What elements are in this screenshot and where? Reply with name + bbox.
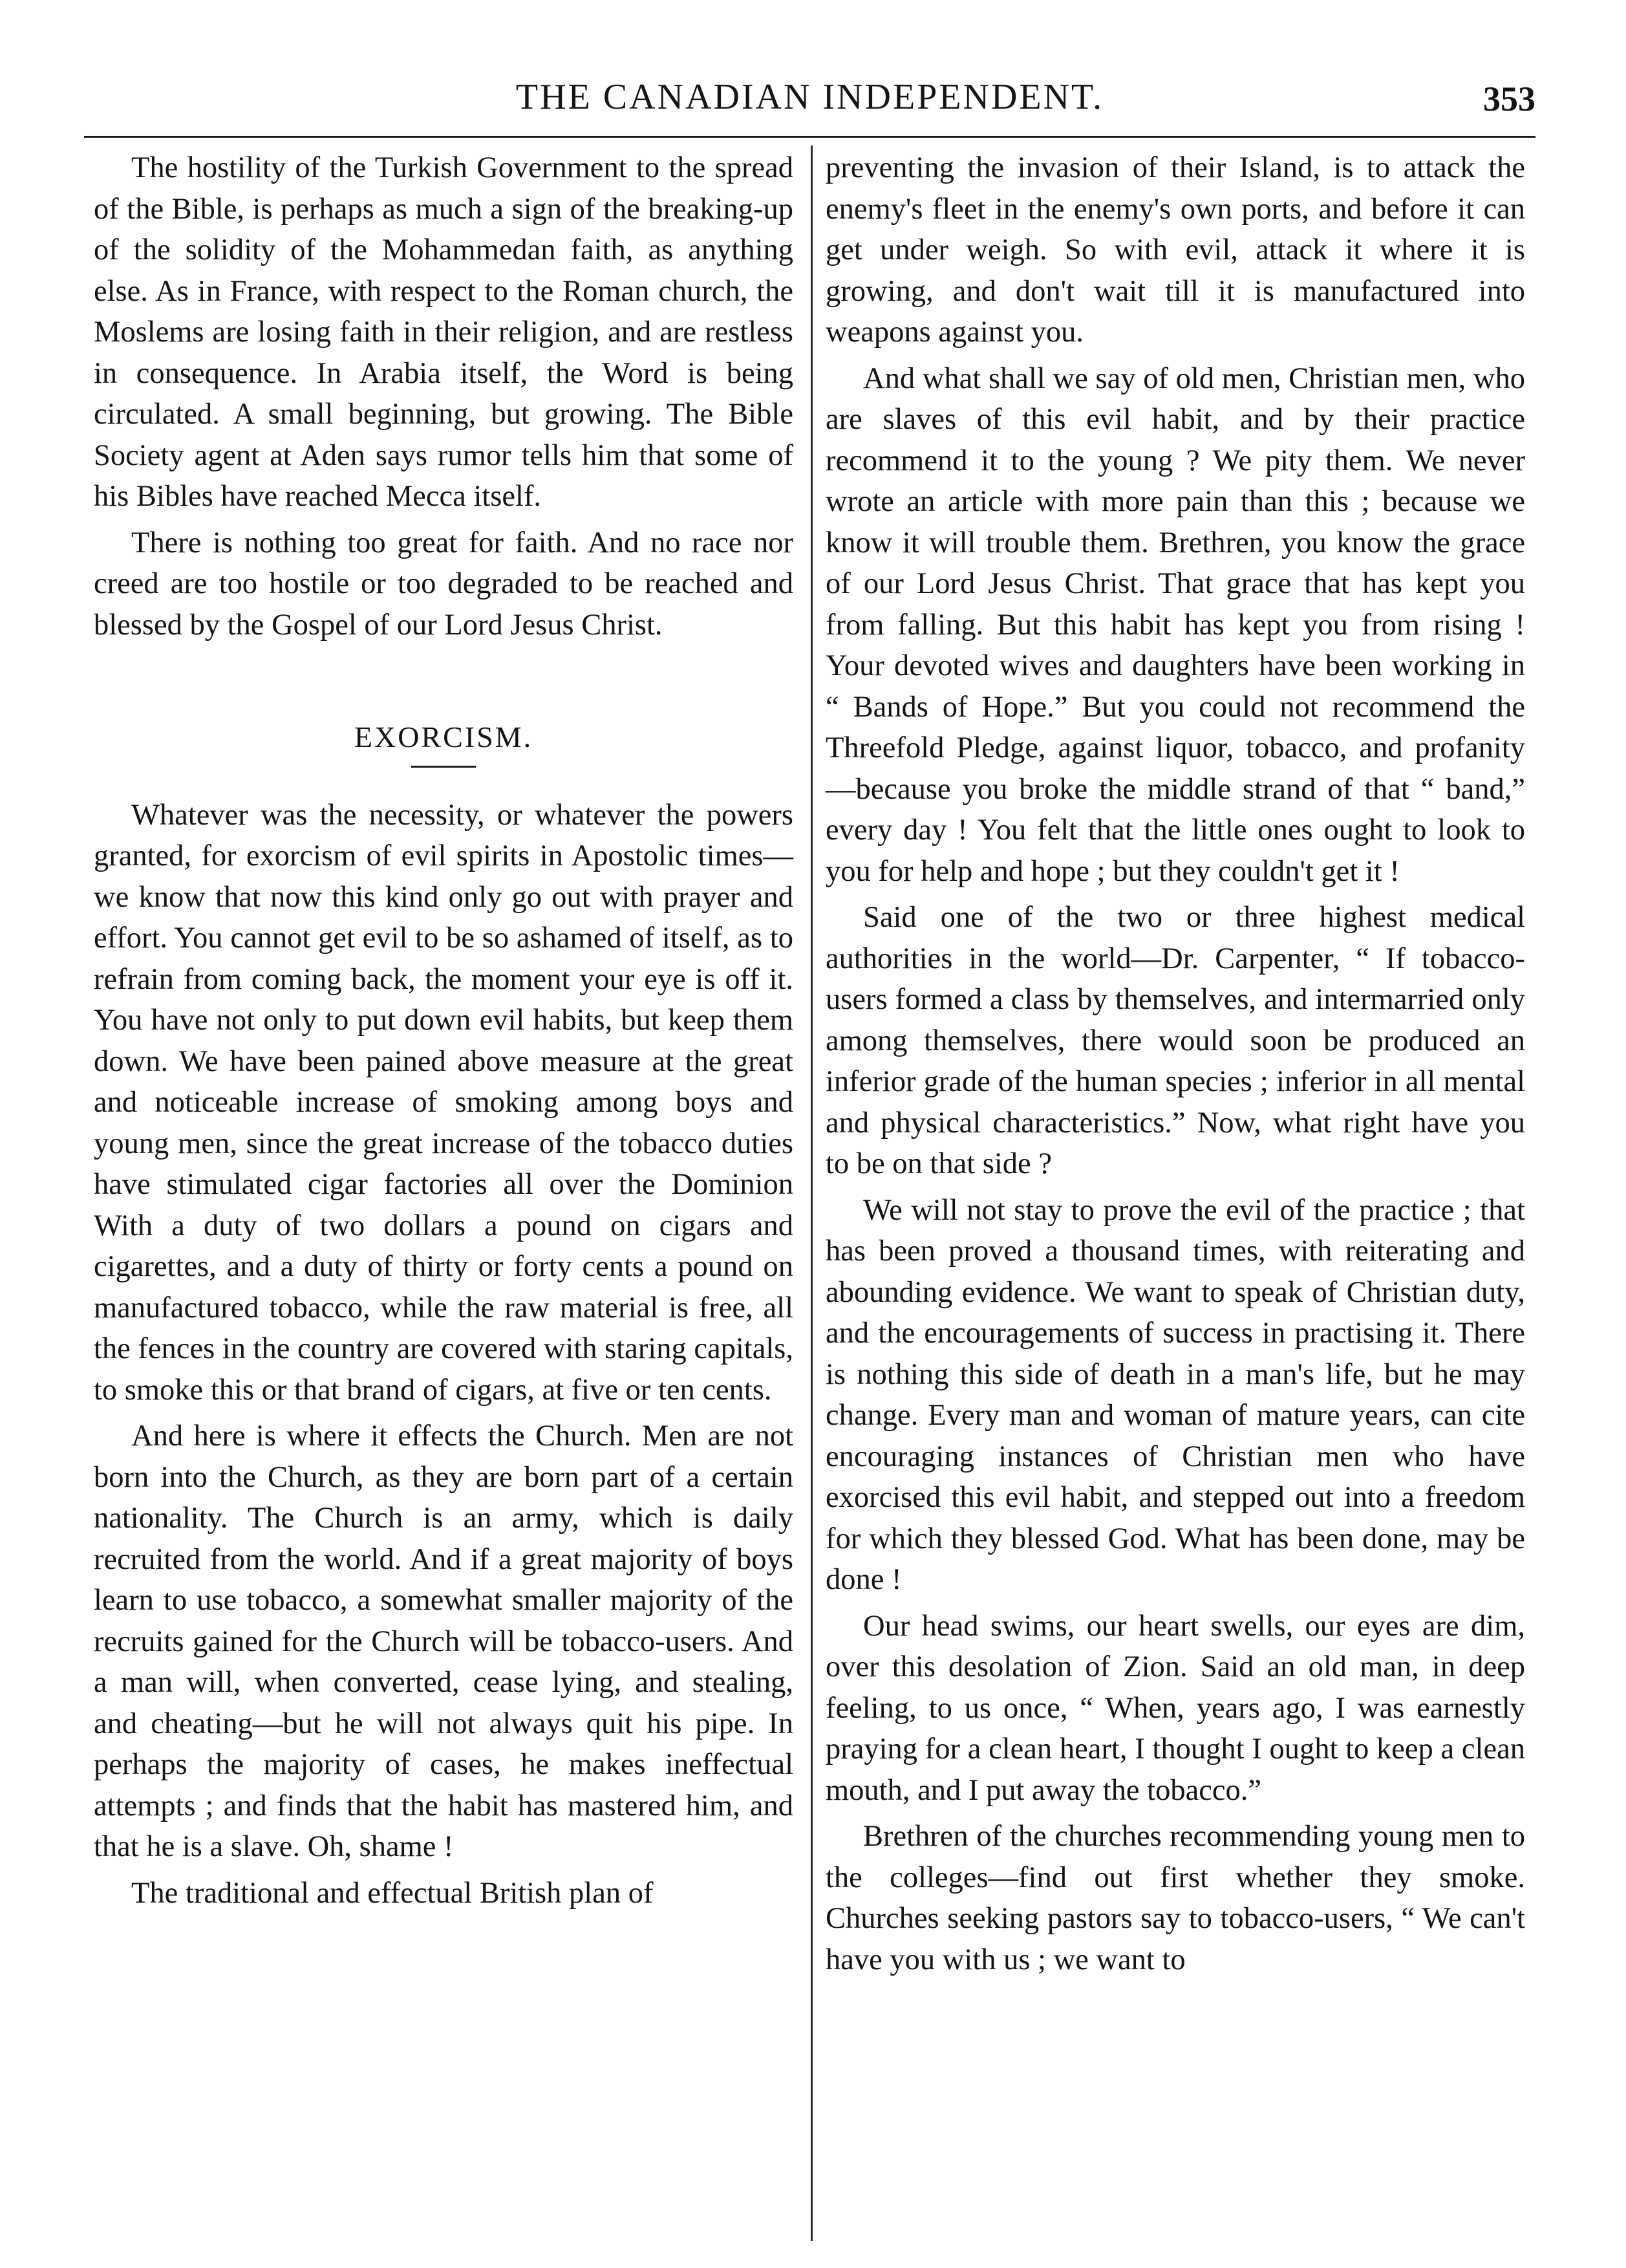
page-number: 353 bbox=[1483, 80, 1535, 118]
paragraph-desolation-of-zion: Our head swims, our heart swells, our eyes are dim, over this desolation of Zion. Said an old man, in deep feeling, to us once, “ When, years ago, I was earnestly praying for a clean heart, I thought I ought to keep a clean mouth, and I put away the tobacco.” bbox=[826, 1609, 1525, 1807]
left-column bbox=[94, 147, 793, 1919]
paragraph-church-effects: And here is where it effects the Church. Men are not born into the Church, as they are born part of a certain nationality. The Church is an army, which is daily recruited from the world. And if a great majority of boys learn to use tobacco, a somewhat smaller majority of the recruits gained for the Church will be tobacco-users. And a man will, when converted, cease lying, and stealing, and cheating—but he will not always quit his pipe. In perhaps the majority of cases, he makes ineffectual attempts ; and finds that the habit has mastered him, and that he is a slave. Oh, shame ! bbox=[94, 1420, 793, 1863]
page-header bbox=[84, 76, 1535, 135]
header-rule bbox=[84, 136, 1535, 138]
paragraph-turkish-government: The hostility of the Turkish Government to the spread of the Bible, is perhaps as much a sign of the breaking-up of the solidity of the Mohammedan faith, as anything else. As in France, with respect to the Roman church, the Moslems are losing faith in their religion, and are restless in consequence. In Arabia itself, the Word is being circulated. A small beginning, but growing. The Bible Society agent at Aden says rumor tells him that some of his Bibles have reached Mecca itself. bbox=[94, 151, 793, 513]
running-head-title: THE CANADIAN INDEPENDENT. bbox=[515, 77, 1104, 117]
heading-rule bbox=[411, 766, 476, 768]
paragraph-continued-invasion: preventing the invasion of their Island, is to attack the enemy's fleet in the enemy's own ports, and before it can get under weigh. So with evil, attack it where it is growing, and don't wait till it is manufactured into weapons against you. bbox=[826, 151, 1525, 349]
paragraph-faith: There is nothing too great for faith. And no race nor creed are too hostile or too degraded to be reached and blessed by the Gospel of our Lord Jesus Christ. bbox=[94, 526, 793, 642]
paragraph-dr-carpenter: Said one of the two or three highest medical authorities in the world—Dr. Carpenter, “ If tobacco-users formed a class by themselves, and intermarried only among themselves, there would soon be produced an inferior grade of the human species ; inferior in all mental and physical characteristics.” Now, what right have you to be on that side ? bbox=[826, 901, 1525, 1180]
paragraph-old-men: And what shall we say of old men, Christian men, who are slaves of this evil habit, and by their practice recommend it to the young ? We pity them. We never wrote an article with more pain than this ; because we know it will trouble them. Brethren, you know the grace of our Lord Jesus Christ. That grace that has kept you from falling. But this habit has kept you from rising ! Your devoted wives and daughters have been working in “ Bands of Hope.” But you could not recommend the Threefold Pledge, against liquor, tobacco, and profanity—because you broke the middle strand of that “ band,” every day ! You felt that the little ones ought to look to you for help and hope ; but they couldn't get it ! bbox=[826, 362, 1525, 888]
paragraph-british-plan: The traditional and effectual British plan of bbox=[131, 1876, 654, 1910]
column-divider bbox=[811, 146, 813, 2241]
paragraph-christian-duty: We will not stay to prove the evil of the practice ; that has been proved a thousand times, with reiterating and abounding evidence. We want to speak of Christian duty, and the encouragements of success in practising it. There is nothing this side of death in a man's life, but he may change. Every man and woman of mature years, can cite encouraging instances of Christian men who have exorcised this evil habit, and stepped out into a freedom for which they blessed God. What has been done, may be done ! bbox=[826, 1193, 1525, 1596]
paragraph-brethren-churches: Brethren of the churches recommending young men to the colleges—find out first whether they smoke. Churches seeking pastors say to tobacco-users, “ We can't have you with us ; we want to bbox=[826, 1820, 1525, 1976]
right-column bbox=[826, 147, 1525, 1985]
section-heading-exorcism: EXORCISM. bbox=[354, 720, 533, 753]
paragraph-exorcism-intro: Whatever was the necessity, or whatever the powers granted, for exorcism of evil spirits in Apostolic times—we know that now this kind only go out with prayer and effort. You cannot get evil to be so ashamed of itself, as to refrain from coming back, the moment your eye is off it. You have not only to put down evil habits, but keep them down. We have been pained above measure at the great and noticeable increase of smoking among boys and young men, since the great increase of the tobacco duties have stimulated cigar factories all over the Dominion With a duty of two dollars a pound on cigars and cigarettes, and a duty of thirty or forty cents a pound on manufactured tobacco, while the raw material is free, all the fences in the country are covered with staring capitals, to smoke this or that brand of cigars, at five or ten cents. bbox=[94, 798, 793, 1407]
